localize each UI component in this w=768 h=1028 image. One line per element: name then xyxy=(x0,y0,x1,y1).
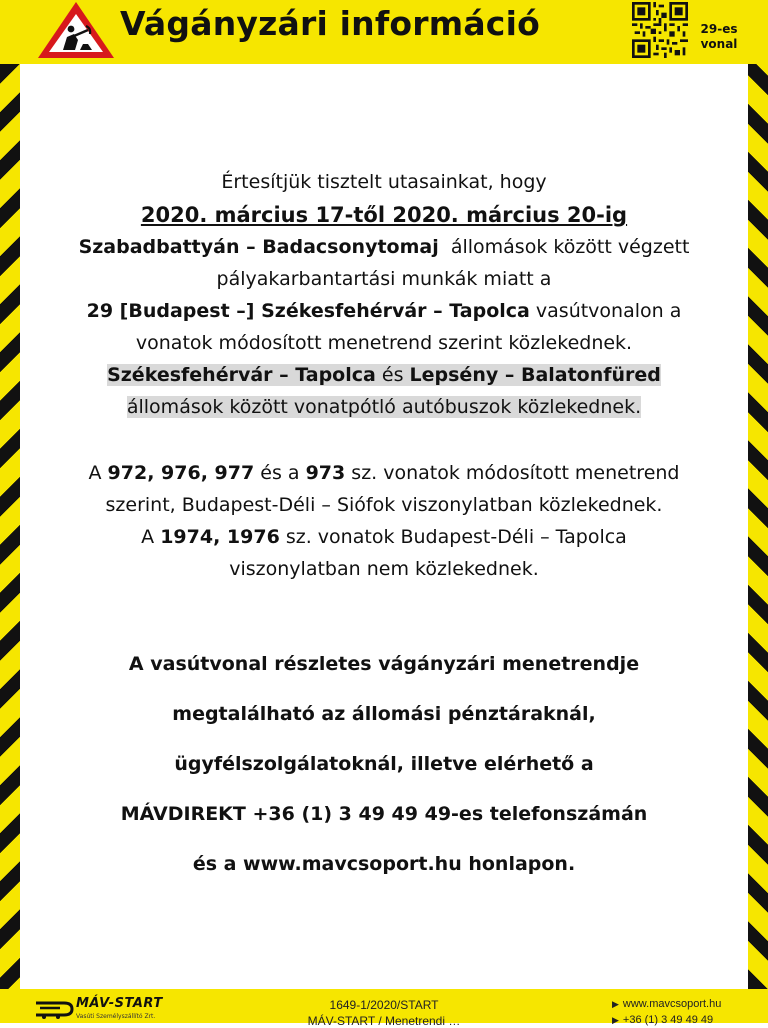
contact-line: MÁVDIREKT +36 (1) 3 49 49 49-es telefonszámán xyxy=(120,803,648,825)
qr-code-icon[interactable] xyxy=(632,2,688,58)
work-section-stations: Szabadbattyán – Badacsonytomaj xyxy=(78,236,439,258)
cancelled-train-numbers: 1974, 1976 xyxy=(160,526,280,548)
trains-esa: és a xyxy=(260,462,300,484)
phone-text: +36 (1) 3 49 49 49 xyxy=(622,1014,714,1026)
logo-subtitle: Vasúti Személyszállító Zrt. xyxy=(76,1013,156,1020)
website-text: www.mavcsoport.hu xyxy=(622,998,722,1010)
works-text-1: állomások között végzett xyxy=(450,236,690,258)
bus-section-1: Székesfehérvár – Tapolca xyxy=(107,364,376,386)
notice-body xyxy=(30,165,738,889)
line-number-badge xyxy=(691,22,747,52)
trains-a: A xyxy=(88,462,102,484)
works-text-3: vasútvonalon a xyxy=(535,300,682,322)
logo-wordmark: MÁV-START xyxy=(76,996,163,1011)
line-number: 29-es xyxy=(700,22,738,36)
contact-line: és a www.mavcsoport.hu honlapon. xyxy=(192,853,576,875)
trains-text-1: sz. vonatok módosított menetrend xyxy=(351,462,680,484)
trains-paragraph xyxy=(30,457,738,585)
triangle-right-icon: ▶ xyxy=(612,1015,619,1025)
works-text-4: vonatok módosított menetrend szerint közlekednek. xyxy=(135,332,633,354)
document-reference-2: MÁV-START / Menetrendi … xyxy=(307,1014,461,1028)
intro-text: Értesítjük tisztelt utasainkat, hogy xyxy=(221,171,547,193)
contact-line: megtalálható az állomási pénztáraknál, xyxy=(172,703,596,725)
hazard-stripe-left xyxy=(0,64,20,989)
website-link[interactable] xyxy=(612,996,721,1012)
affected-route: 29 [Budapest –] Székesfehérvár – Tapolca xyxy=(86,300,530,322)
roadworks-warning-sign-icon xyxy=(36,0,116,60)
line-word: vonal xyxy=(700,37,738,51)
contact-line: A vasútvonal részletes vágányzári menetrendje xyxy=(128,653,640,675)
trains2-text-1: sz. vonatok Budapest-Déli – Tapolca xyxy=(285,526,627,548)
works-text-2: pályakarbantartási munkák miatt a xyxy=(216,268,552,290)
bus-replacement-line-1 xyxy=(107,364,661,386)
works-paragraph xyxy=(30,231,738,423)
trains-text-2: szerint, Budapest-Déli – Siófok viszonylatban közlekednek. xyxy=(105,494,663,516)
hazard-stripe-right xyxy=(748,64,768,989)
contact-info xyxy=(30,639,738,889)
trains2-text-2: viszonylatban nem közlekednek. xyxy=(229,558,539,580)
contact-line: ügyfélszolgálatoknál, illetve elérhető a xyxy=(174,753,594,775)
date-range: 2020. március 17-től 2020. március 20-ig xyxy=(140,203,628,227)
phone-link[interactable] xyxy=(612,1012,721,1028)
train-numbers-1: 972, 976, 977 xyxy=(107,462,255,484)
bus-replacement-line-2: állomások között vonatpótló autóbuszok közlekednek. xyxy=(126,396,642,418)
footer-contacts xyxy=(612,996,721,1028)
triangle-right-icon: ▶ xyxy=(612,999,619,1009)
train-numbers-2: 973 xyxy=(305,462,346,484)
bus-section-2: Lepsény – Balatonfüred xyxy=(409,364,661,386)
bus-and: és xyxy=(381,364,404,386)
page-title: Vágányzári információ xyxy=(120,4,540,43)
document-reference: 1649-1/2020/START xyxy=(329,998,439,1012)
trains2-a: A xyxy=(141,526,155,548)
